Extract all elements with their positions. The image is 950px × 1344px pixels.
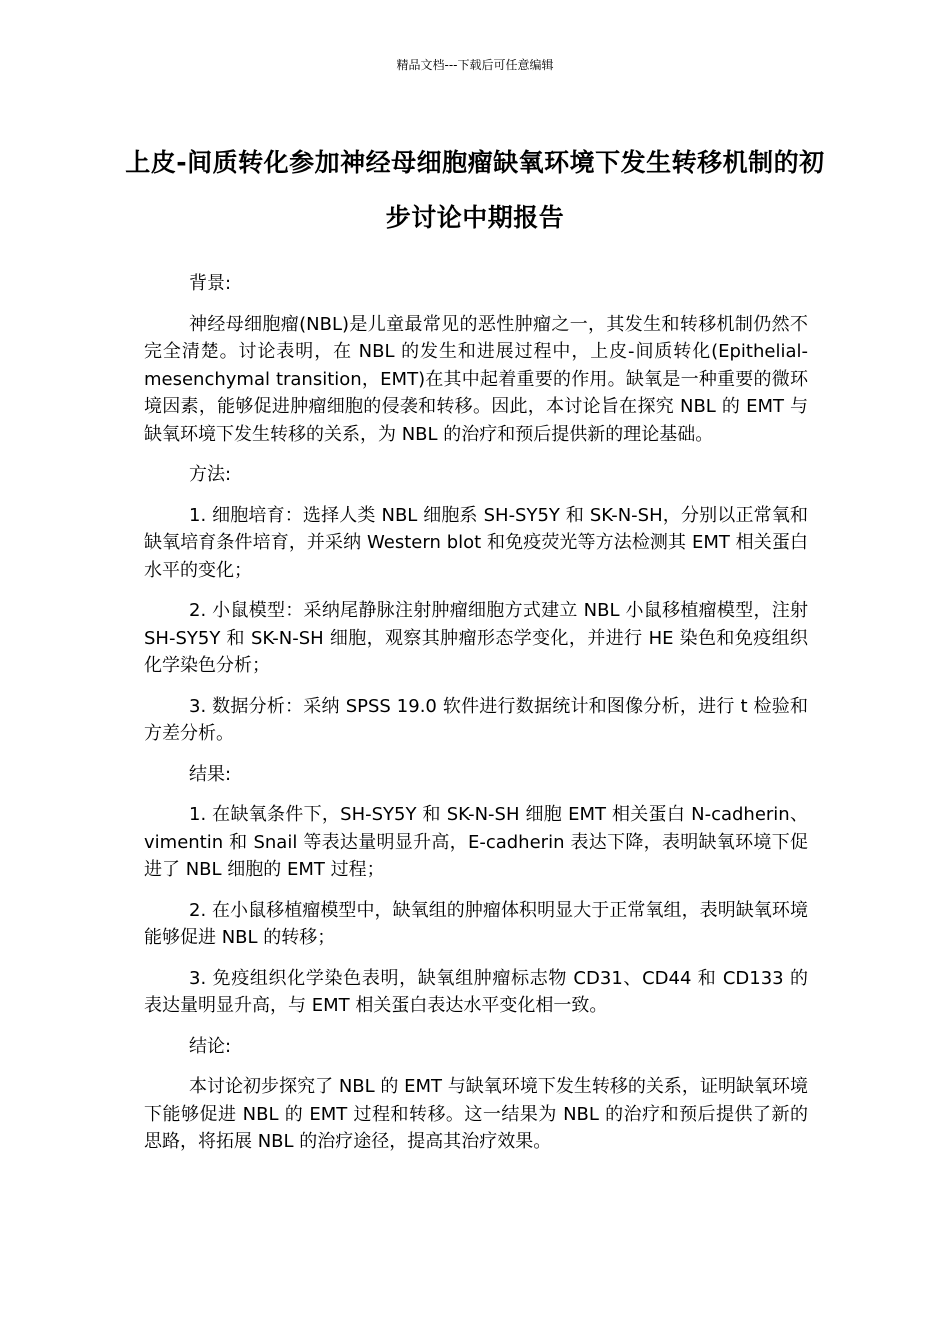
results-heading: 结果: (189, 763, 232, 785)
background-paragraph: 神经母细胞瘤(NBL)是儿童最常见的恶性肿瘤之一，其发生和转移机制仍然不完全清楚。讨论表明，在 NBL 的发生和进展过程中，上皮-间质转化(Epithelial-mesenchymal transition，EMT)在其中起着重要的作用。缺氧是一种重要的微环境因素，能够促进肿瘤细胞的侵袭和转移。因此，本讨论旨在探究 NBL 的 EMT 与缺氧环境下发生转移的关系，为 NBL 的治疗和预后提供新的理论基础。 (144, 313, 808, 445)
methods-item-3: 3. 数据分析：采纳 SPSS 19.0 软件进行数据统计和图像分析，进行 t 检验和方差分析。 (144, 695, 808, 744)
methods-item-1: 1. 细胞培育：选择人类 NBL 细胞系 SH-SY5Y 和 SK-N-SH，分别以正常氧和缺氧培育条件培育，并采纳 Western blot 和免疫荧光等方法检测其 EMT 相关蛋白水平的变化； (144, 504, 808, 581)
results-item-1: 1. 在缺氧条件下，SH-SY5Y 和 SK-N-SH 细胞 EMT 相关蛋白 N-cadherin、vimentin 和 Snail 等表达量明显升高，E-cadherin 表达下降，表明缺氧环境下促进了 NBL 细胞的 EMT 过程； (144, 804, 808, 880)
results-item-2: 2. 在小鼠移植瘤模型中，缺氧组的肿瘤体积明显大于正常氧组，表明缺氧环境能够促进 NBL 的转移； (144, 899, 808, 948)
conclusion-paragraph: 本讨论初步探究了 NBL 的 EMT 与缺氧环境下发生转移的关系，证明缺氧环境下能够促进 NBL 的 EMT 过程和转移。这一结果为 NBL 的治疗和预后提供了新的思路，将拓展 NBL 的治疗途径，提高其治疗效果。 (144, 1076, 808, 1152)
results-item-3: 3. 免疫组织化学染色表明，缺氧组肿瘤标志物 CD31、CD44 和 CD133 的表达量明显升高，与 EMT 相关蛋白表达水平变化相一致。 (144, 967, 808, 1016)
document-title: 上皮-间质转化参加神经母细胞瘤缺氧环境下发生转移机制的初步讨论中期报告 (125, 148, 825, 232)
background-heading: 背景: (189, 273, 232, 294)
document-body (144, 270, 808, 1169)
methods-item-2: 2. 小鼠模型：采纳尾静脉注射肿瘤细胞方式建立 NBL 小鼠移植瘤模型，注射 SH-SY5Y 和 SK-N-SH 细胞，观察其肿瘤形态学变化，并进行 HE 染色和免疫组织化学染色分析； (144, 600, 808, 676)
conclusion-heading: 结论: (189, 1035, 232, 1057)
methods-heading: 方法: (189, 464, 232, 485)
header-note: 精品文档---下载后可任意编辑 (396, 58, 554, 72)
